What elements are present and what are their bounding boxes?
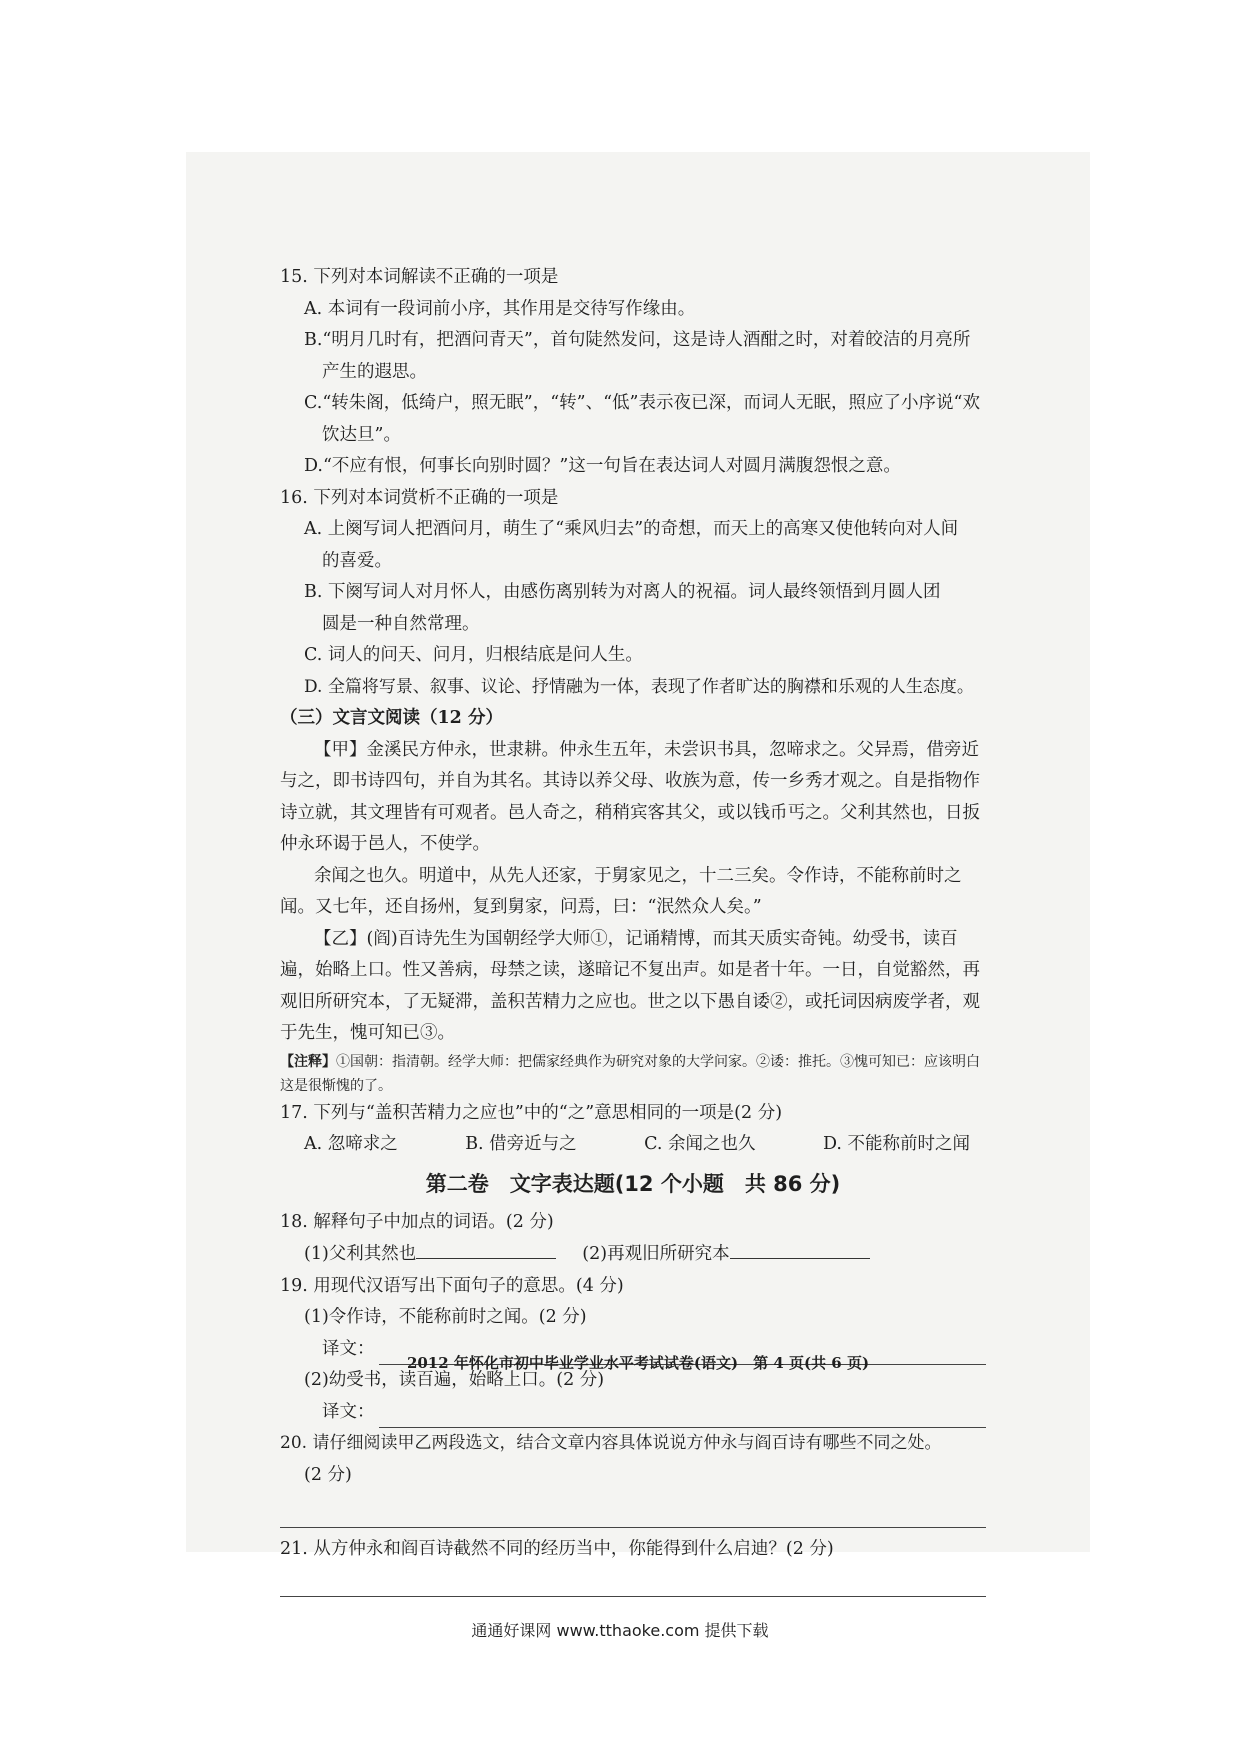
q19-item-2: (2)幼受书，读百遍，始略上口。(2 分) xyxy=(304,1370,605,1390)
q18-items xyxy=(280,1238,986,1271)
q16-option-d: D. 全篇将写景、叙事、议论、抒情融为一体，表现了作者旷达的胸襟和乐观的人生态度。 xyxy=(304,676,974,697)
q15-option-c-cont: 饮达旦”。 xyxy=(322,424,401,445)
q20-score: (2 分) xyxy=(304,1464,352,1485)
q21-answer-line[interactable] xyxy=(280,1566,986,1597)
question-17-stem: 17. 下列与“盖积苦精力之应也”中的“之”意思相同的一项是(2 分) xyxy=(280,1102,783,1123)
question-21-stem: 21. 从方仲永和阎百诗截然不同的经历当中，你能得到什么启迪？(2 分) xyxy=(280,1539,834,1559)
q19-translation-label-1: 译文： xyxy=(322,1338,375,1359)
q19-item-1: (1)令作诗，不能称前时之闻。(2 分) xyxy=(304,1307,587,1327)
page-footer: 2012 年怀化市初中毕业学业水平考试试卷(语文) 第 4 页(共 6 页) xyxy=(406,1354,870,1372)
q16-option-b: B. 下阕写词人对月怀人，由感伤离别转为对离人的祝福。词人最终领悟到月圆人团 xyxy=(304,582,941,602)
annotation-note xyxy=(280,1050,986,1098)
q17-options xyxy=(280,1129,986,1161)
q16-option-a-cont: 的喜爱。 xyxy=(322,550,392,571)
q20-answer-line[interactable] xyxy=(280,1497,986,1528)
q19-answer-row-2 xyxy=(280,1397,986,1429)
question-16-stem: 16. 下列对本词赏析不正确的一项是 xyxy=(280,487,559,508)
q19-answer-line-2[interactable] xyxy=(379,1405,987,1428)
q16-option-a: A. 上阕写词人把酒问月，萌生了“乘风归去”的奇想，而天上的高寒又使他转向对人间 xyxy=(304,519,959,539)
q15-option-a: A. 本词有一段词前小序，其作用是交待写作缘由。 xyxy=(304,298,696,319)
question-20-stem: 20. 请仔细阅读甲乙两段选文，结合文章内容具体说说方仲永与阎百诗有哪些不同之处。 xyxy=(280,1433,942,1453)
q16-option-b-cont: 圆是一种自然常理。 xyxy=(322,613,480,634)
annotation-label: 【注释】 xyxy=(280,1053,336,1070)
q17-option-c: C. 余闻之也久 xyxy=(644,1134,756,1154)
q17-option-a: A. 忽啼求之 xyxy=(304,1134,398,1154)
q18-answer-blank-1[interactable] xyxy=(416,1238,556,1259)
q15-option-b-cont: 产生的遐思。 xyxy=(322,361,427,382)
question-19-stem: 19. 用现代汉语写出下面句子的意思。(4 分) xyxy=(280,1275,624,1296)
part-2-title: 第二卷 文字表达题(12 个小题 共 86 分) xyxy=(425,1171,841,1196)
passage-yi: 【乙】(阎)百诗先生为国朝经学大师①，记诵精博，而其天质实奇钝。幼受书，读百遍，始略上口。性又善病，母禁之读，遂暗记不复出声。如是者十年。一日，自觉豁然，再观旧所研究本，了无疑滞，盖积苦精力之应也。世之以下愚自诿②，或托词因病废学者，观于先生，愧可知已③。 xyxy=(280,928,980,1043)
passage-jia-p2: 余闻之也久。明道中，从先人还家，于舅家见之，十二三矣。令作诗，不能称前时之闻。又七年，还自扬州，复到舅家，问焉，曰：“泯然众人矣。” xyxy=(280,865,962,917)
download-credit: 通通好课网 www.tthaoke.com 提供下载 xyxy=(471,1621,769,1640)
question-15-stem: 15. 下列对本词解读不正确的一项是 xyxy=(280,267,559,287)
passage-jia-p1: 【甲】金溪民方仲永，世隶耕。仲永生五年，未尝识书具，忽啼求之。父异焉，借旁近与之，即书诗四句，并自为其名。其诗以养父母、收族为意，传一乡秀才观之。自是指物作诗立就，其文理皆有可观者。邑人奇之，稍稍宾客其父，或以钱币丐之。父利其然也，日扳仲永环谒于邑人，不使学。 xyxy=(280,739,980,854)
q15-option-b: B.“明月几时有，把酒问青天”，首句陡然发问，这是诗人酒酣之时，对着皎洁的月亮所 xyxy=(304,330,971,350)
q15-option-c: C.“转朱阁，低绮户，照无眠”，“转”、“低”表示夜已深，而词人无眠，照应了小序说“欢 xyxy=(304,393,980,413)
q17-option-d: D. 不能称前时之闻 xyxy=(822,1134,970,1154)
q18-item-1: (1)父利其然也 xyxy=(304,1244,417,1264)
question-18-stem: 18. 解释句子中加点的词语。(2 分) xyxy=(280,1211,554,1232)
q16-option-c: C. 词人的问天、问月，归根结底是问人生。 xyxy=(304,645,643,665)
q17-option-b: B. 借旁近与之 xyxy=(465,1134,577,1154)
section-3-heading: （三）文言文阅读（12 分） xyxy=(280,708,503,728)
q19-translation-label-2: 译文： xyxy=(322,1401,375,1422)
q18-answer-blank-2[interactable] xyxy=(730,1238,870,1259)
exam-content xyxy=(280,262,986,1597)
annotation-text: ①国朝：指清朝。经学大师：把儒家经典作为研究对象的大学问家。②诿：推托。③愧可知已：应该明白这是很惭愧的了。 xyxy=(280,1053,980,1094)
q18-item-2: (2)再观旧所研究本 xyxy=(582,1244,730,1264)
q15-option-d: D.“不应有恨，何事长向别时圆？”这一句旨在表达词人对圆月满腹怨恨之意。 xyxy=(304,456,901,476)
